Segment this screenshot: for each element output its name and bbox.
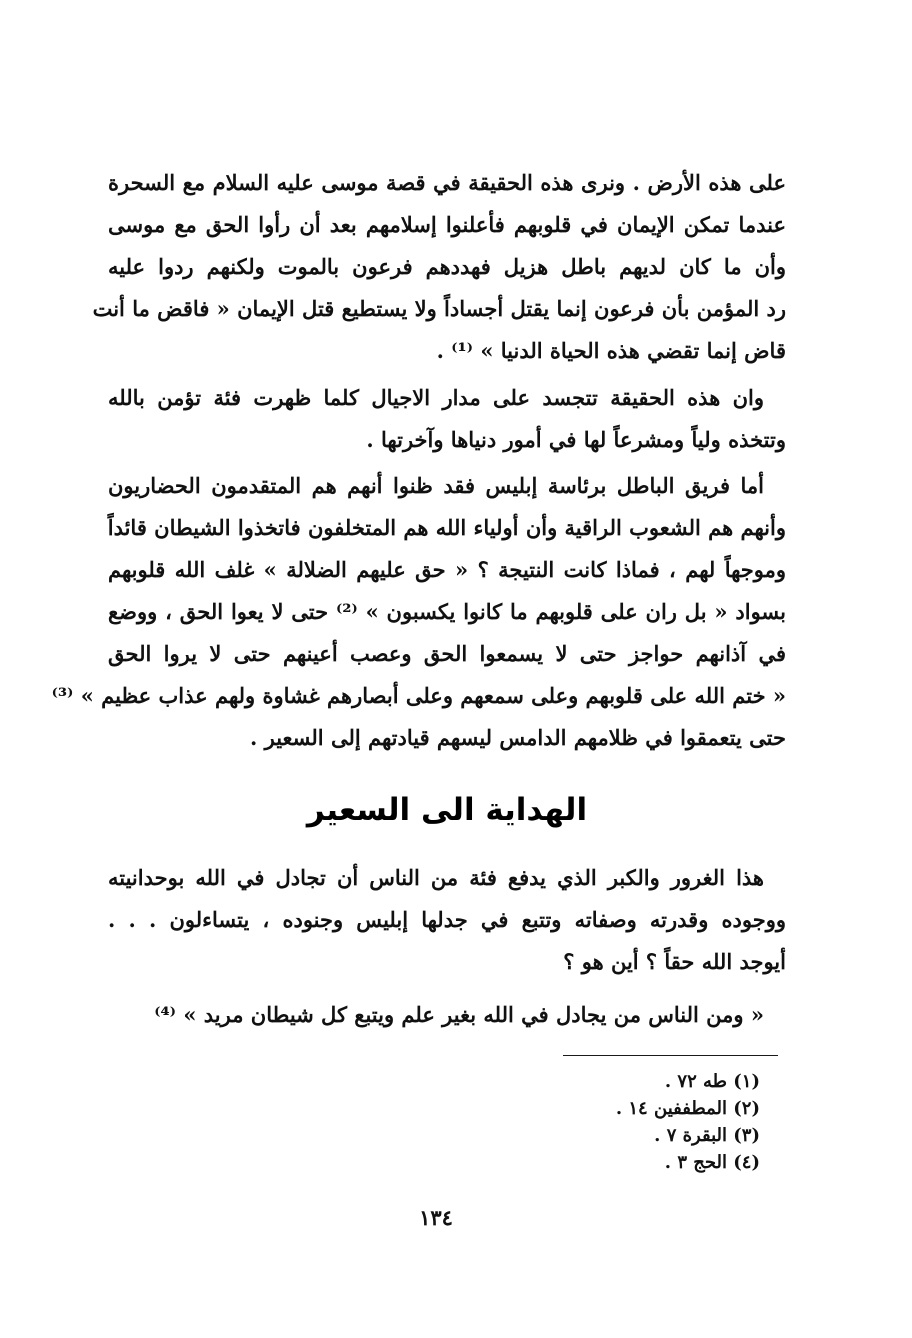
text-line: وموجهاً لهم ، فماذا كانت النتيجة ؟ « حق عليهم الضلالة » غلف الله قلوبهم <box>108 557 786 582</box>
footnotes <box>560 1068 760 1176</box>
paragraph-1 <box>92 162 786 372</box>
text-line: بسواد « بل ران على قلوبهم ما كانوا يكسبون » ⁽²⁾ حتى لا يعوا الحق ، ووضع <box>108 599 786 624</box>
paragraph-3 <box>51 465 786 759</box>
text-line: قاض إنما تقضي هذه الحياة الدنيا » ⁽¹⁾ . <box>436 338 786 363</box>
text-line: وأنهم هم الشعوب الراقية وأن أولياء الله هم المتخلفون فاتخذوا الشيطان قائداً <box>107 515 786 540</box>
text-line: أيوجد الله حقاً ؟ أين هو ؟ <box>563 949 786 974</box>
text-line: ووجوده وقدرته وصفاته وتتبع في جدلها إبليس وجنوده ، يتساءلون . . . <box>108 907 786 932</box>
text-line: حتى يتعمقوا في ظلامهم الدامس ليسهم قيادتهم إلى السعير . <box>249 725 786 750</box>
text-line: « ختم الله على قلوبهم وعلى سمعهم وعلى أبصارهم غشاوة ولهم عذاب عظيم » ⁽³⁾ <box>51 683 786 708</box>
paragraph-4 <box>108 857 786 983</box>
text-line: على هذه الأرض . ونرى هذه الحقيقة في قصة موسى عليه السلام مع السحرة <box>108 170 786 195</box>
footnote-item: (٤) الحج ٣ . <box>664 1152 760 1173</box>
quran-quote <box>108 994 786 1036</box>
text-line: أما فريق الباطل برئاسة إبليس فقد ظنوا أنهم هم المتقدمون الحضاريون <box>108 473 765 498</box>
text-line: عندما تمكن الإيمان في قلوبهم فأعلنوا إسلامهم بعد أن رأوا الحق مع موسى <box>108 212 786 237</box>
section-heading: الهداية الى السعير <box>306 792 588 828</box>
text-line: وتتخذه ولياً ومشرعاً لها في أمور دنياها وآخرتها . <box>366 427 786 452</box>
footnote-item: (١) طه ٧٢ . <box>664 1071 760 1092</box>
paragraph-2 <box>108 377 786 461</box>
footnote-item: (٣) البقرة ٧ . <box>654 1125 760 1146</box>
text-line: هذا الغرور والكبر الذي يدفع فئة من الناس أن تجادل في الله بوحدانيته <box>108 865 764 890</box>
page-number: ١٣٤ <box>419 1205 453 1230</box>
text-line: « ومن الناس من يجادل في الله بغير علم ويتبع كل شيطان مريد » ⁽⁴⁾ <box>154 1002 764 1027</box>
text-line: في آذانهم حواجز حتى لا يسمعوا الحق وعصب أعينهم حتى لا يروا الحق <box>108 641 786 666</box>
text-line: رد المؤمن بأن فرعون إنما يقتل أجساداً ولا يستطيع قتل الإيمان « فاقض ما أنت <box>92 296 786 321</box>
footnote-divider <box>563 1055 778 1056</box>
footnote-item: (٢) المطففين ١٤ . <box>615 1098 760 1119</box>
text-line: وأن ما كان لديهم باطل هزيل فهددهم فرعون بالموت ولكنهم ردوا عليه <box>108 254 786 279</box>
text-line: وان هذه الحقيقة تتجسد على مدار الاجيال كلما ظهرت فئة تؤمن بالله <box>108 385 764 410</box>
